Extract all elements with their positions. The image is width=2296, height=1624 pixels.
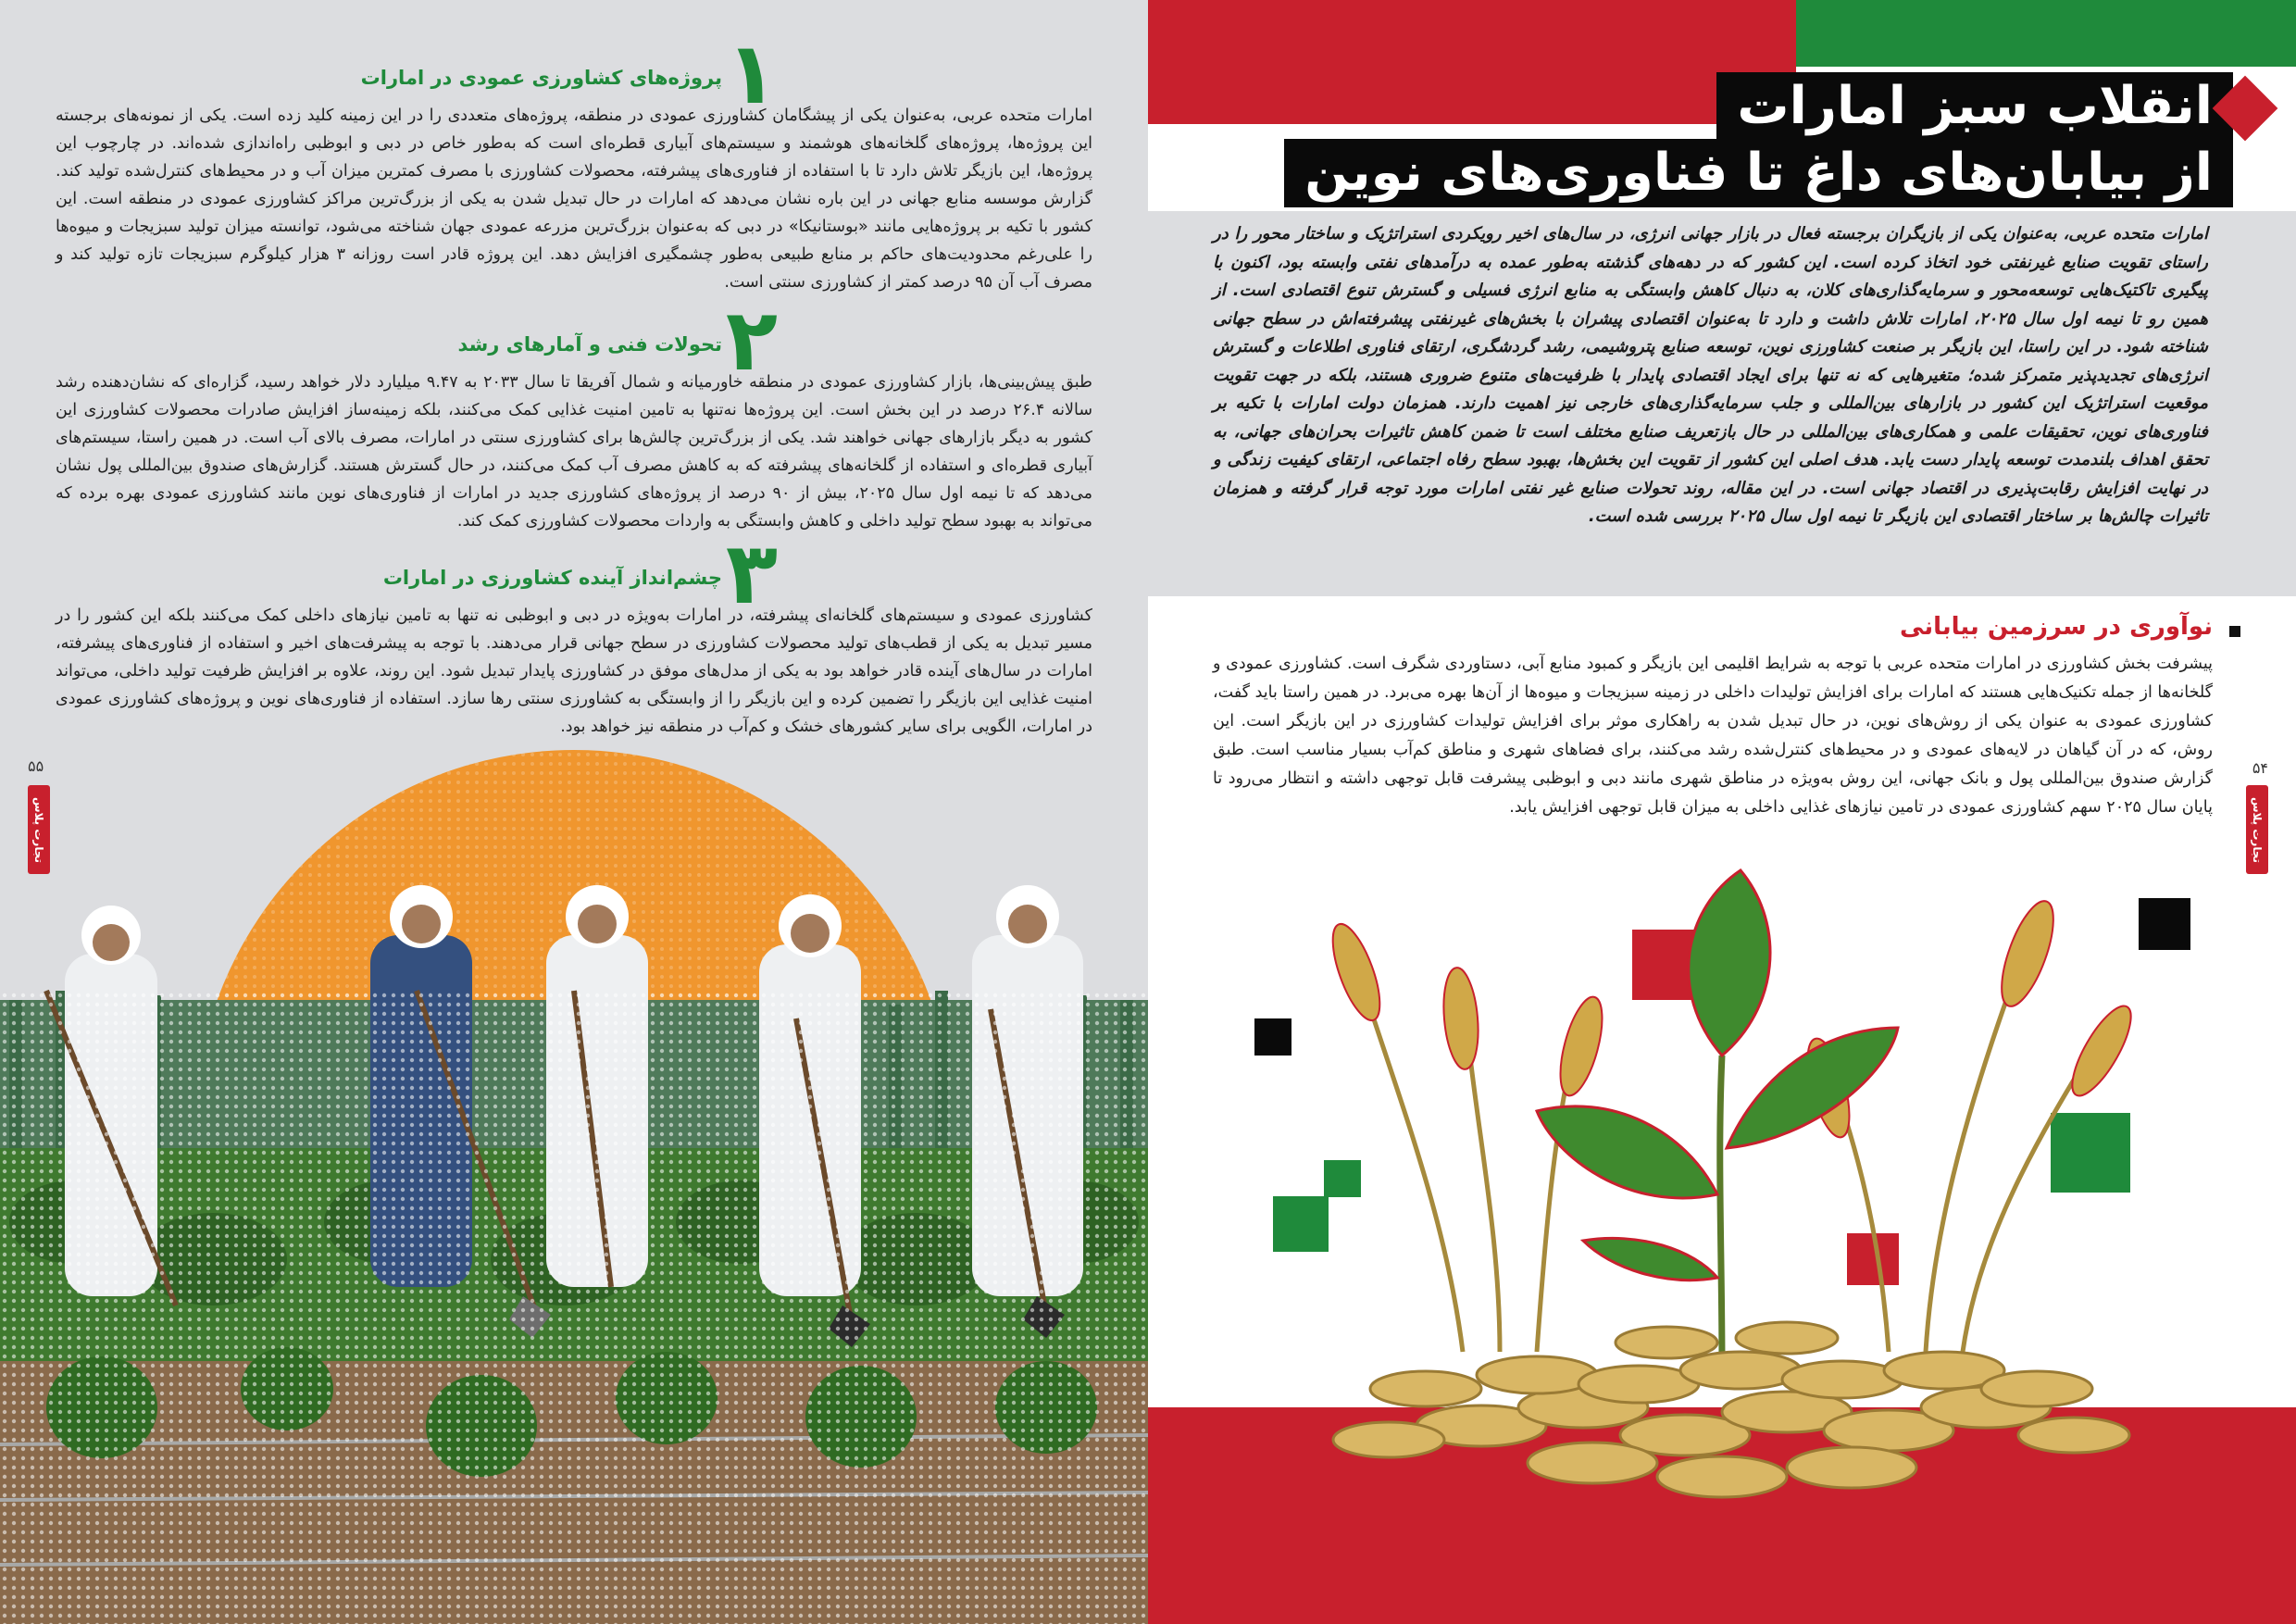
innovation-section-title: نوآوری در سرزمین بیابانی [1900,613,2213,641]
section-1-title: پروژه‌های کشاورزی عمودی در امارات [360,67,722,89]
section-2-title: تحولات فنی و آمارهای رشد [457,333,722,356]
section-1-number: ۱ [725,24,778,123]
square-black-2 [1254,1018,1292,1056]
section-3-body: کشاورزی عمودی و سیستم‌های گلخانه‌ای پیشرفته، در امارات به‌ویژه در دبی و ابوظبی نه تنها به تامین نیازهای داخلی کمک می‌کنند بلکه این کشور را در مسیر تبدیل به یکی از قطب‌های تولید محصولات کشاورزی در سطح جهانی قرار می‌دهند. با توجه به پیشرفت‌های اخیر و استفاده از فناوری‌های پیشرفته، امارات در سال‌های آینده قادر خواهد بود به یکی از مدل‌های موفق در کشاورزی پایدار تبدیل شود. این روند، علاوه بر افزایش ظرفیت تولید داخلی، می‌تواند امنیت غذایی این بازیگر را تضمین کرده و این بازیگر را از وابستگی به کشاورزی سنتی رها سازد. استفاده از فناوری‌های نوین و پروژه‌های کشاورزی عمودی در امارات، الگویی برای سایر کشورهای خشک و کم‌آب در منطقه نیز خواهد بود. [56,606,1092,736]
section-2-body: طبق پیش‌بینی‌ها، بازار کشاورزی عمودی در منطقه خاورمیانه و شمال آفریقا تا سال ۲۰۳۳ به ۹.۴۷ میلیارد دلار خواهد رسید، گزاره‌ای که نشان‌دهنده رشد سالانه ۲۶.۴ درصد در این بخش است. این پروژه‌ها نه‌تنها به تامین امنیت غذایی کمک می‌کنند، بلکه زمینه‌ساز افزایش صادرات محصولات کشاورزی این کشور به دیگر بازارهای جهانی خواهند شد. یکی از بزرگ‌ترین چالش‌ها برای کشاورزی سنتی در امارات، مصرف بالای آب است. در همین راستا، سیستم‌های آبیاری قطره‌ای و استفاده از گلخانه‌های پیشرفته که به کاهش مصرف آب کمک می‌کنند، در حال گسترش هستند. گزارش‌های صندوق بین‌المللی پول نشان می‌دهد که تا نیمه اول سال ۲۰۲۵، بیش از ۹۰ درصد از پروژه‌های کشاورزی جدید در امارات از فناوری‌های نوین مانند کشاورزی عمودی بهره برده که می‌تواند به بهبود سطح تولید داخلی و کاهش وابستگی به واردات محصولات کشاورزی کمک کند. [56,373,1092,531]
right-page [1148,0,2296,1624]
section-bullet [2229,626,2240,637]
article-title-line-2: از بیابان‌های داغ تا فناوری‌های نوین [1284,139,2233,207]
square-green-3 [1273,1196,1329,1252]
section-3-number: ۳ [725,524,778,623]
article-intro: امارات متحده عربی، به‌عنوان یکی از بازیگران برجسته فعال در بازار جهانی انرژی، در سال‌های اخیر رویکردی استراتژیک و ساختار محور را در راستای تقویت صنایع غیرنفتی خود اتخاذ کرده است. این کشور که در دهه‌های گذشته به‌طور عمده به درآمدهای نفتی وابسته بود، اکنون با پیگیری تاکتیک‌هایی توسعه‌محور و سرمایه‌گذاری‌های کلان، به دنبال کاهش وابستگی به منابع انرژی فسیلی و گسترش تنوع اقتصادی است. از همین رو تا نیمه اول سال ۲۰۲۵، امارات تلاش داشت و دارد تا به‌عنوان اقتصادی پیشران با بخش‌های غیرنفتی پیشرفته‌اش در سطح جهانی شناخته شود. در این راستا، این بازیگر بر صنعت کشاورزی نوین، توسعه صنایع پتروشیمی، رشد گردشگری، ارتقای فناوری اطلاعات و گسترش انرژی‌های تجدیدپذیر متمرکز شده؛ متغیرهایی که نه تنها برای ایجاد اقتصادی پایدار با ظرفیت‌های متنوع ضروری هستند، بلکه در جهت تقویت موقعیت استراتژیک این کشور در بازارهای بین‌المللی و جلب سرمایه‌گذاری‌های خارجی نیز اهمیت دارند. همزمان دولت امارات با تکیه بر فناوری‌های نوین، تحقیقات علمی و همکاری‌های بین‌المللی در حال بازتعریف صنایع مختلف است تا ضمن کاهش تاثیرات بحران‌های جهانی، به تحقق اهداف بلندمدت توسعه پایدار دست یابد. هدف اصلی این کشور از تقویت این بخش‌ها، بهبود سطح رفاه اجتماعی، ارتقای کیفیت زندگی و در نهایت افزایش رقابت‌پذیری در اقتصاد جهانی است. در این مقاله، روند تحولات صنایع غیر نفتی امارات مورد توجه قرار گرفته و همزمان تاثیرات چالش‌ها بر ساختار اقتصادی این بازیگر تا نیمه اول سال ۲۰۲۵ بررسی شده است. [1213,224,2208,526]
section-2-number: ۲ [725,291,778,390]
square-black-1 [2139,898,2190,950]
farm-photo [0,741,1148,1624]
section-1 [56,24,1092,296]
wheat-coins-illustration [1148,833,2296,1624]
section-1-body: امارات متحده عربی، به‌عنوان یکی از پیشگامان کشاورزی عمودی در منطقه، پروژه‌های متعددی را در این زمینه کلید زده است. یکی از نمونه‌های برجسته این پروژه‌ها، پروژه‌های گلخانه‌های هوشمند و سیستم‌های آبیاری قطره‌ای است که به‌طور خاص در دبی و ابوظبی راه‌اندازی شده‌اند. در چارچوب این پروژه‌ها، این بازیگر تلاش دارد تا با استفاده از فناوری‌های پیشرفته، محصولات کشاورزی با مصرف کمترین میزان آب و در محیط‌های کنترل‌شده تولید کند. گزارش موسسه منابع جهانی در این باره نشان می‌دهد که امارات در حال تبدیل شدن به یکی از بزرگ‌ترین مراکز کشاورزی عمودی در منطقه است. این کشور با تکیه بر پروژه‌هایی مانند «بوستانیکا» در دبی که به‌عنوان بزرگ‌ترین مزرعه عمودی جهان شناخته می‌شود، توانسته میزان تولید سبزیجات و میوه‌ها را علی‌رغم محدودیت‌های حاکم بر منابع طبیعی به‌طور چشمگیری افزایش دهد. این پروژه قادر است روزانه ۳ هزار کیلوگرم سبزیجات تازه تولید کند و مصرف آب آن ۹۵ درصد کمتر از کشاورزی سنتی است. [56,106,1092,292]
article-title-line-1: انقلاب سبز امارات [1716,72,2233,141]
section-3-title: چشم‌انداز آینده کشاورزی در امارات [382,567,722,589]
right-brand-tab: تجارت پلاس [2246,785,2268,874]
flag-green-bar [1796,0,2296,67]
flag-red-bar [1148,0,1796,124]
left-brand-tab: تجارت پلاس [28,785,50,874]
section-3 [56,524,1092,741]
left-page-number: ۵۵ [28,757,44,775]
section-2-header [56,291,1092,390]
section-1-header [56,24,1092,123]
square-green-1 [2051,1113,2130,1193]
square-green-2 [1324,1160,1361,1197]
right-page-number: ۵۴ [2252,759,2268,777]
section-3-header [56,524,1092,623]
section-2 [56,291,1092,535]
innovation-section-body: پیشرفت بخش کشاورزی در امارات متحده عربی با توجه به شرایط اقلیمی این بازیگر و کمبود منابع آبی، دستاوردی شگرف است. کشاورزی عمودی و گلخانه‌ها از جمله تکنیک‌هایی هستند که امارات برای افزایش تولیدات داخلی در زمینه سبزیجات و میوه‌ها از آن‌ها بهره می‌برد. در همین راستا باید گفت، کشاورزی عمودی به عنوان یکی از روش‌های نوین، در حال تبدیل شدن به راهکاری موثر برای افزایش تولیدات کشاورزی در این بازیگر است. این روش، که در آن گیاهان در لایه‌های عمودی و در محیط‌های کنترل‌شده رشد می‌کنند، برای فضاهای شهری و مناطق کم‌آب بسیار مناسب است. طبق گزارش صندوق بین‌المللی پول و بانک جهانی، این روش به‌ویژه در مناطق شهری مانند دبی و ابوظبی پیشرفت قابل توجهی داشته و انتظار می‌رود تا پایان سال ۲۰۲۵ سهم کشاورزی عمودی در تامین نیازهای غذایی داخلی به میزان قابل توجهی افزایش یابد. [1213,655,2213,817]
